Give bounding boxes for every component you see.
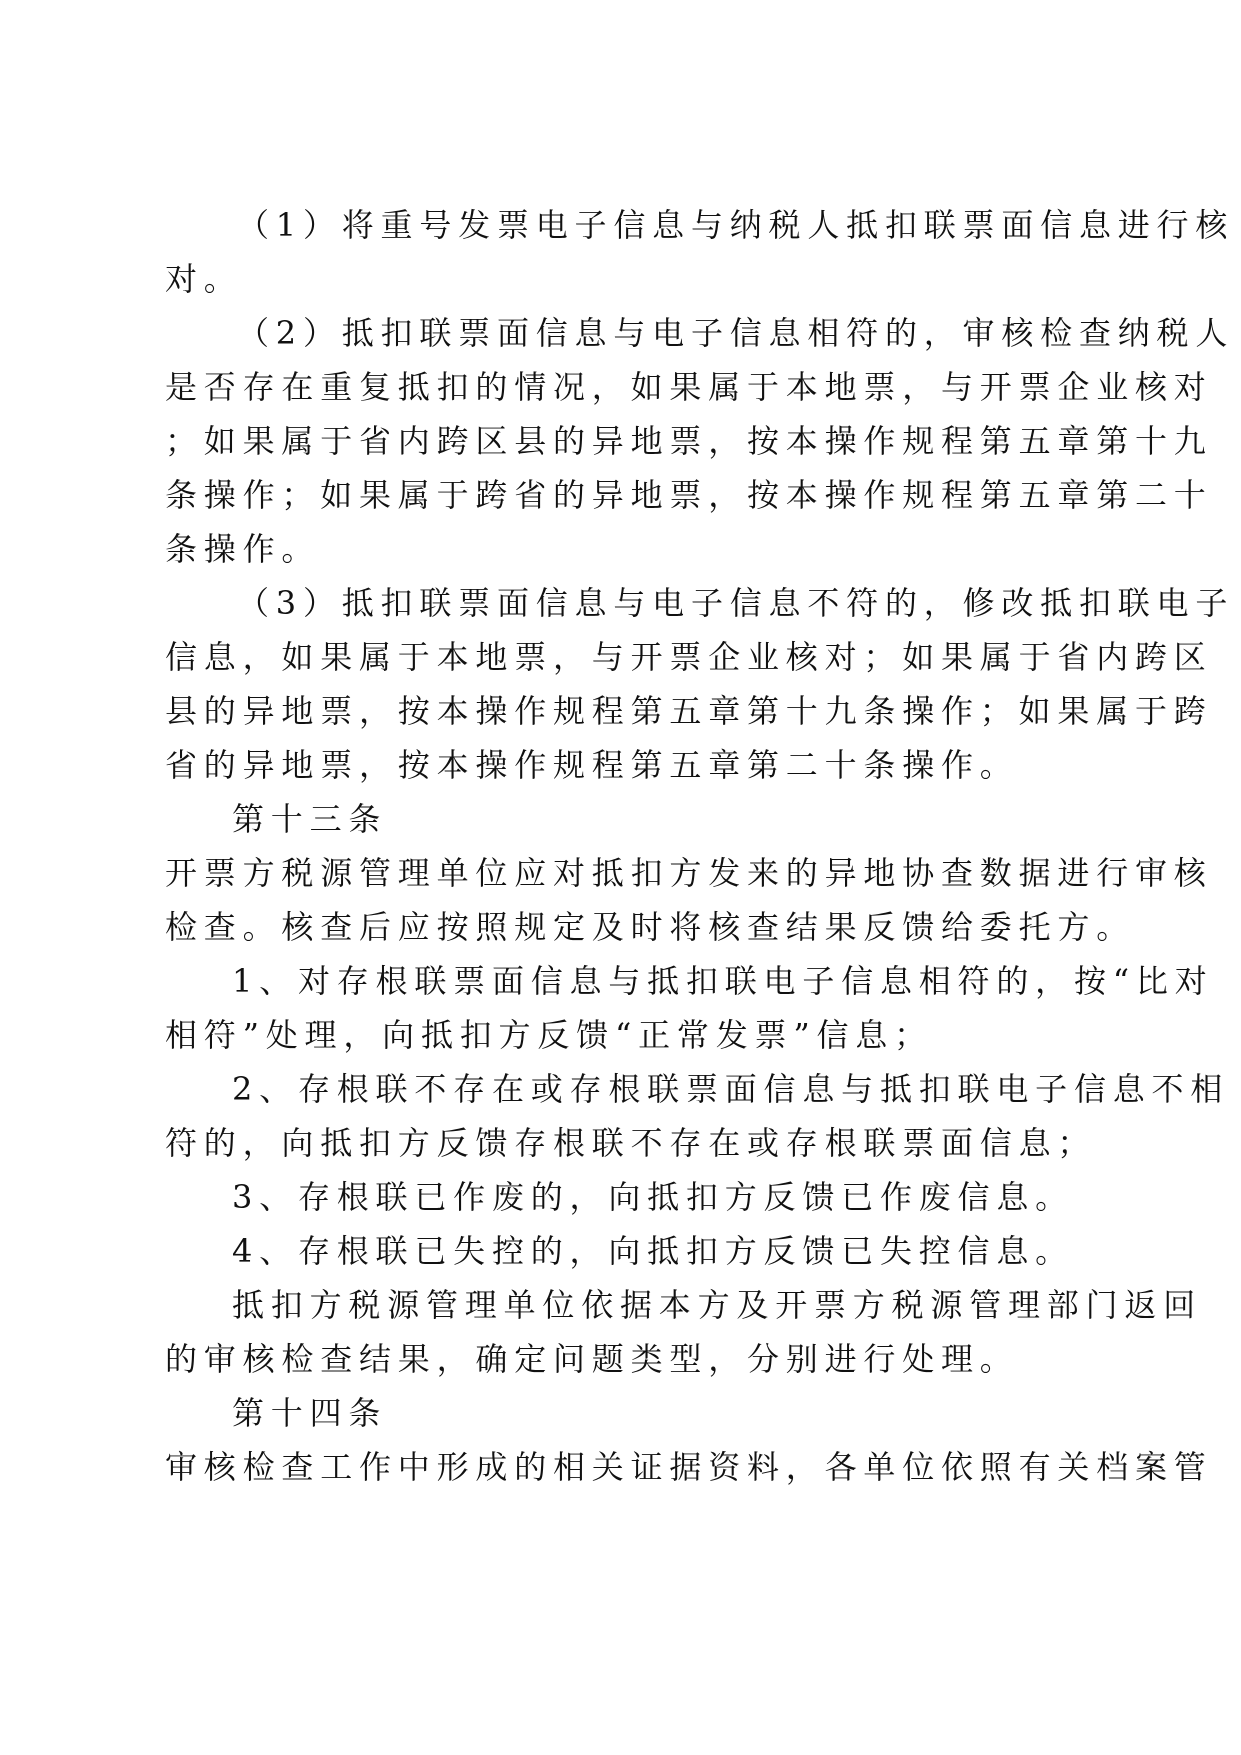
text-line: 省的异地票，按本操作规程第五章第二十条操作。 [165,746,1019,784]
text-line: 4、存根联已失控的，向抵扣方反馈已失控信息。 [232,1232,1074,1270]
text-line: 信息，如果属于本地票，与开票企业核对；如果属于省内跨区 [165,638,1213,676]
text-line: （1）将重号发票电子信息与纳税人抵扣联票面信息进行核 [237,206,1235,244]
text-line: 县的异地票，按本操作规程第五章第十九条操作；如果属于跨 [165,692,1213,730]
text-line: 开票方税源管理单位应对抵扣方发来的异地协查数据进行审核 [165,854,1213,892]
text-line: 条操作；如果属于跨省的异地票，按本操作规程第五章第二十 [165,476,1213,514]
text-line: 抵扣方税源管理单位依据本方及开票方税源管理部门返回 [232,1286,1203,1324]
text-line: 条操作。 [165,530,321,568]
text-line: 符的，向抵扣方反馈存根联不存在或存根联票面信息； [165,1124,1097,1162]
text-line: ；如果属于省内跨区县的异地票，按本操作规程第五章第十九 [165,422,1213,460]
text-line: 2、存根联不存在或存根联票面信息与抵扣联电子信息不相 [232,1070,1230,1108]
text-line: 的审核检查结果，确定问题类型，分别进行处理。 [165,1340,1019,1378]
text-line: 检查。核查后应按照规定及时将核查结果反馈给委托方。 [165,908,1136,946]
section-heading: 第十三条 [232,800,388,838]
text-line: 对。 [165,260,243,298]
text-line: 是否存在重复抵扣的情况，如果属于本地票，与开票企业核对 [165,368,1213,406]
text-line: （2）抵扣联票面信息与电子信息相符的，审核检查纳税人 [237,314,1235,352]
text-line: 3、存根联已作废的，向抵扣方反馈已作废信息。 [232,1178,1074,1216]
text-line: 审核检查工作中形成的相关证据资料，各单位依照有关档案管 [165,1448,1213,1486]
text-line: 相符”处理，向抵扣方反馈“正常发票”信息； [165,1016,933,1054]
text-line: 1、对存根联票面信息与抵扣联电子信息相符的，按“比对 [232,962,1214,1000]
text-line: （3）抵扣联票面信息与电子信息不符的，修改抵扣联电子 [237,584,1235,622]
section-heading: 第十四条 [232,1394,388,1432]
